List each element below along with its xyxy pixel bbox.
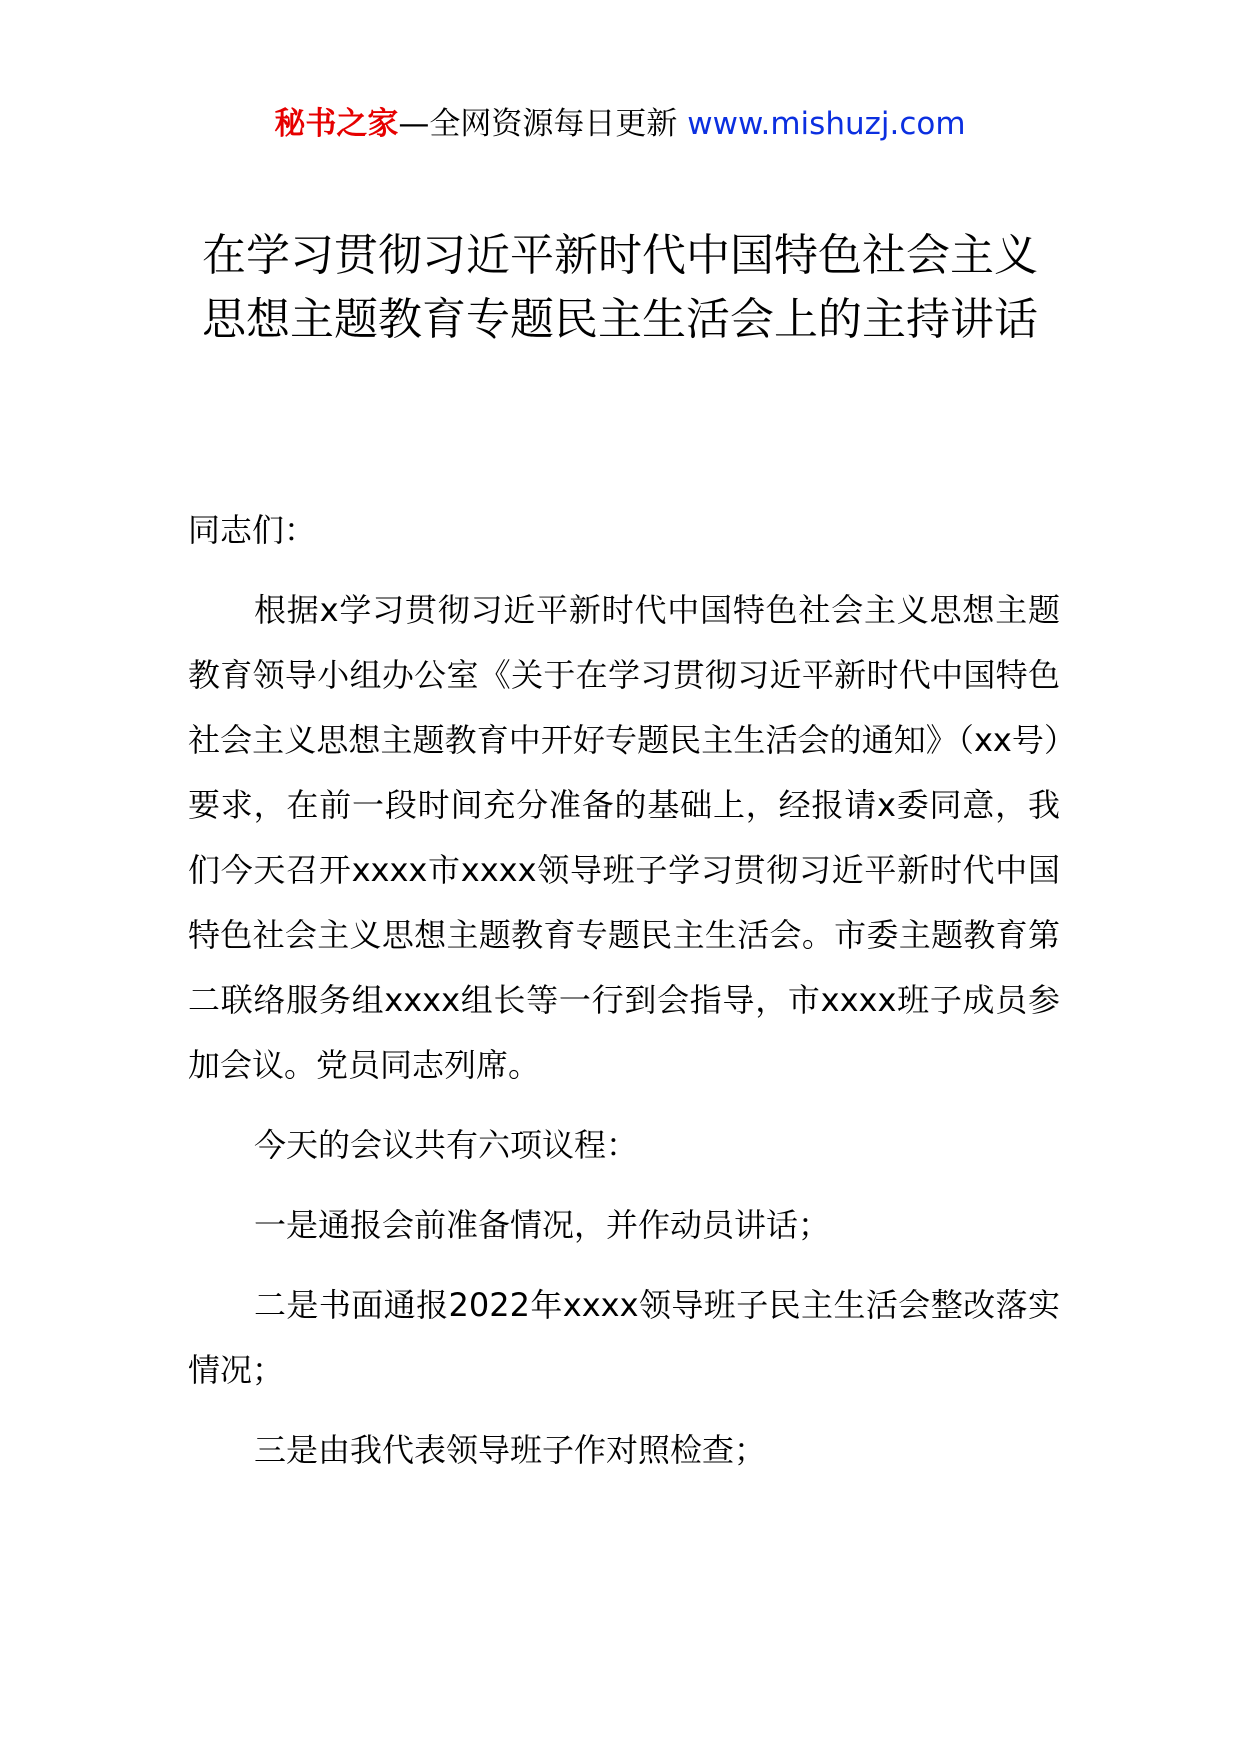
- header-slogan: —全网资源每日更新: [398, 106, 678, 142]
- document-title: 在学习贯彻习近平新时代中国特色社会主义思想主题教育专题民主生活会上的主持讲话: [202, 230, 1038, 345]
- site-url-link[interactable]: www.mishuzj.com: [687, 106, 966, 142]
- brand-name: 秘书之家: [274, 106, 399, 142]
- document-body: [188, 498, 1060, 1483]
- paragraph-agenda-item-2: 二是书面通报2022年xxxx领导班子民主生活会整改落实情况；: [188, 1286, 1060, 1389]
- salutation: 同志们：: [188, 511, 317, 549]
- paragraph-agenda-item-3: 三是由我代表领导班子作对照检查；: [254, 1431, 767, 1469]
- paragraph-agenda-intro: 今天的会议共有六项议程：: [254, 1126, 639, 1164]
- site-header: [0, 100, 1240, 148]
- paragraph-intro: 根据x学习贯彻习近平新时代中国特色社会主义思想主题教育领导小组办公室《关于在学习贯彻习近平新时代中国特色社会主义思想主题教育中开好专题民主生活会的通知》（xx号）要求，在前一段时间充分准备的基础上，经报请x委同意，我们今天召开xxxx市xxxx领导班子学习贯彻习近平新时代中国特色社会主义思想主题教育专题民主生活会。市委主题教育第二联络服务组xxxx组长等一行到会指导，市xxxx班子成员参加会议。党员同志列席。: [188, 591, 1060, 1084]
- paragraph-agenda-item-1: 一是通报会前准备情况，并作动员讲话；: [254, 1206, 831, 1244]
